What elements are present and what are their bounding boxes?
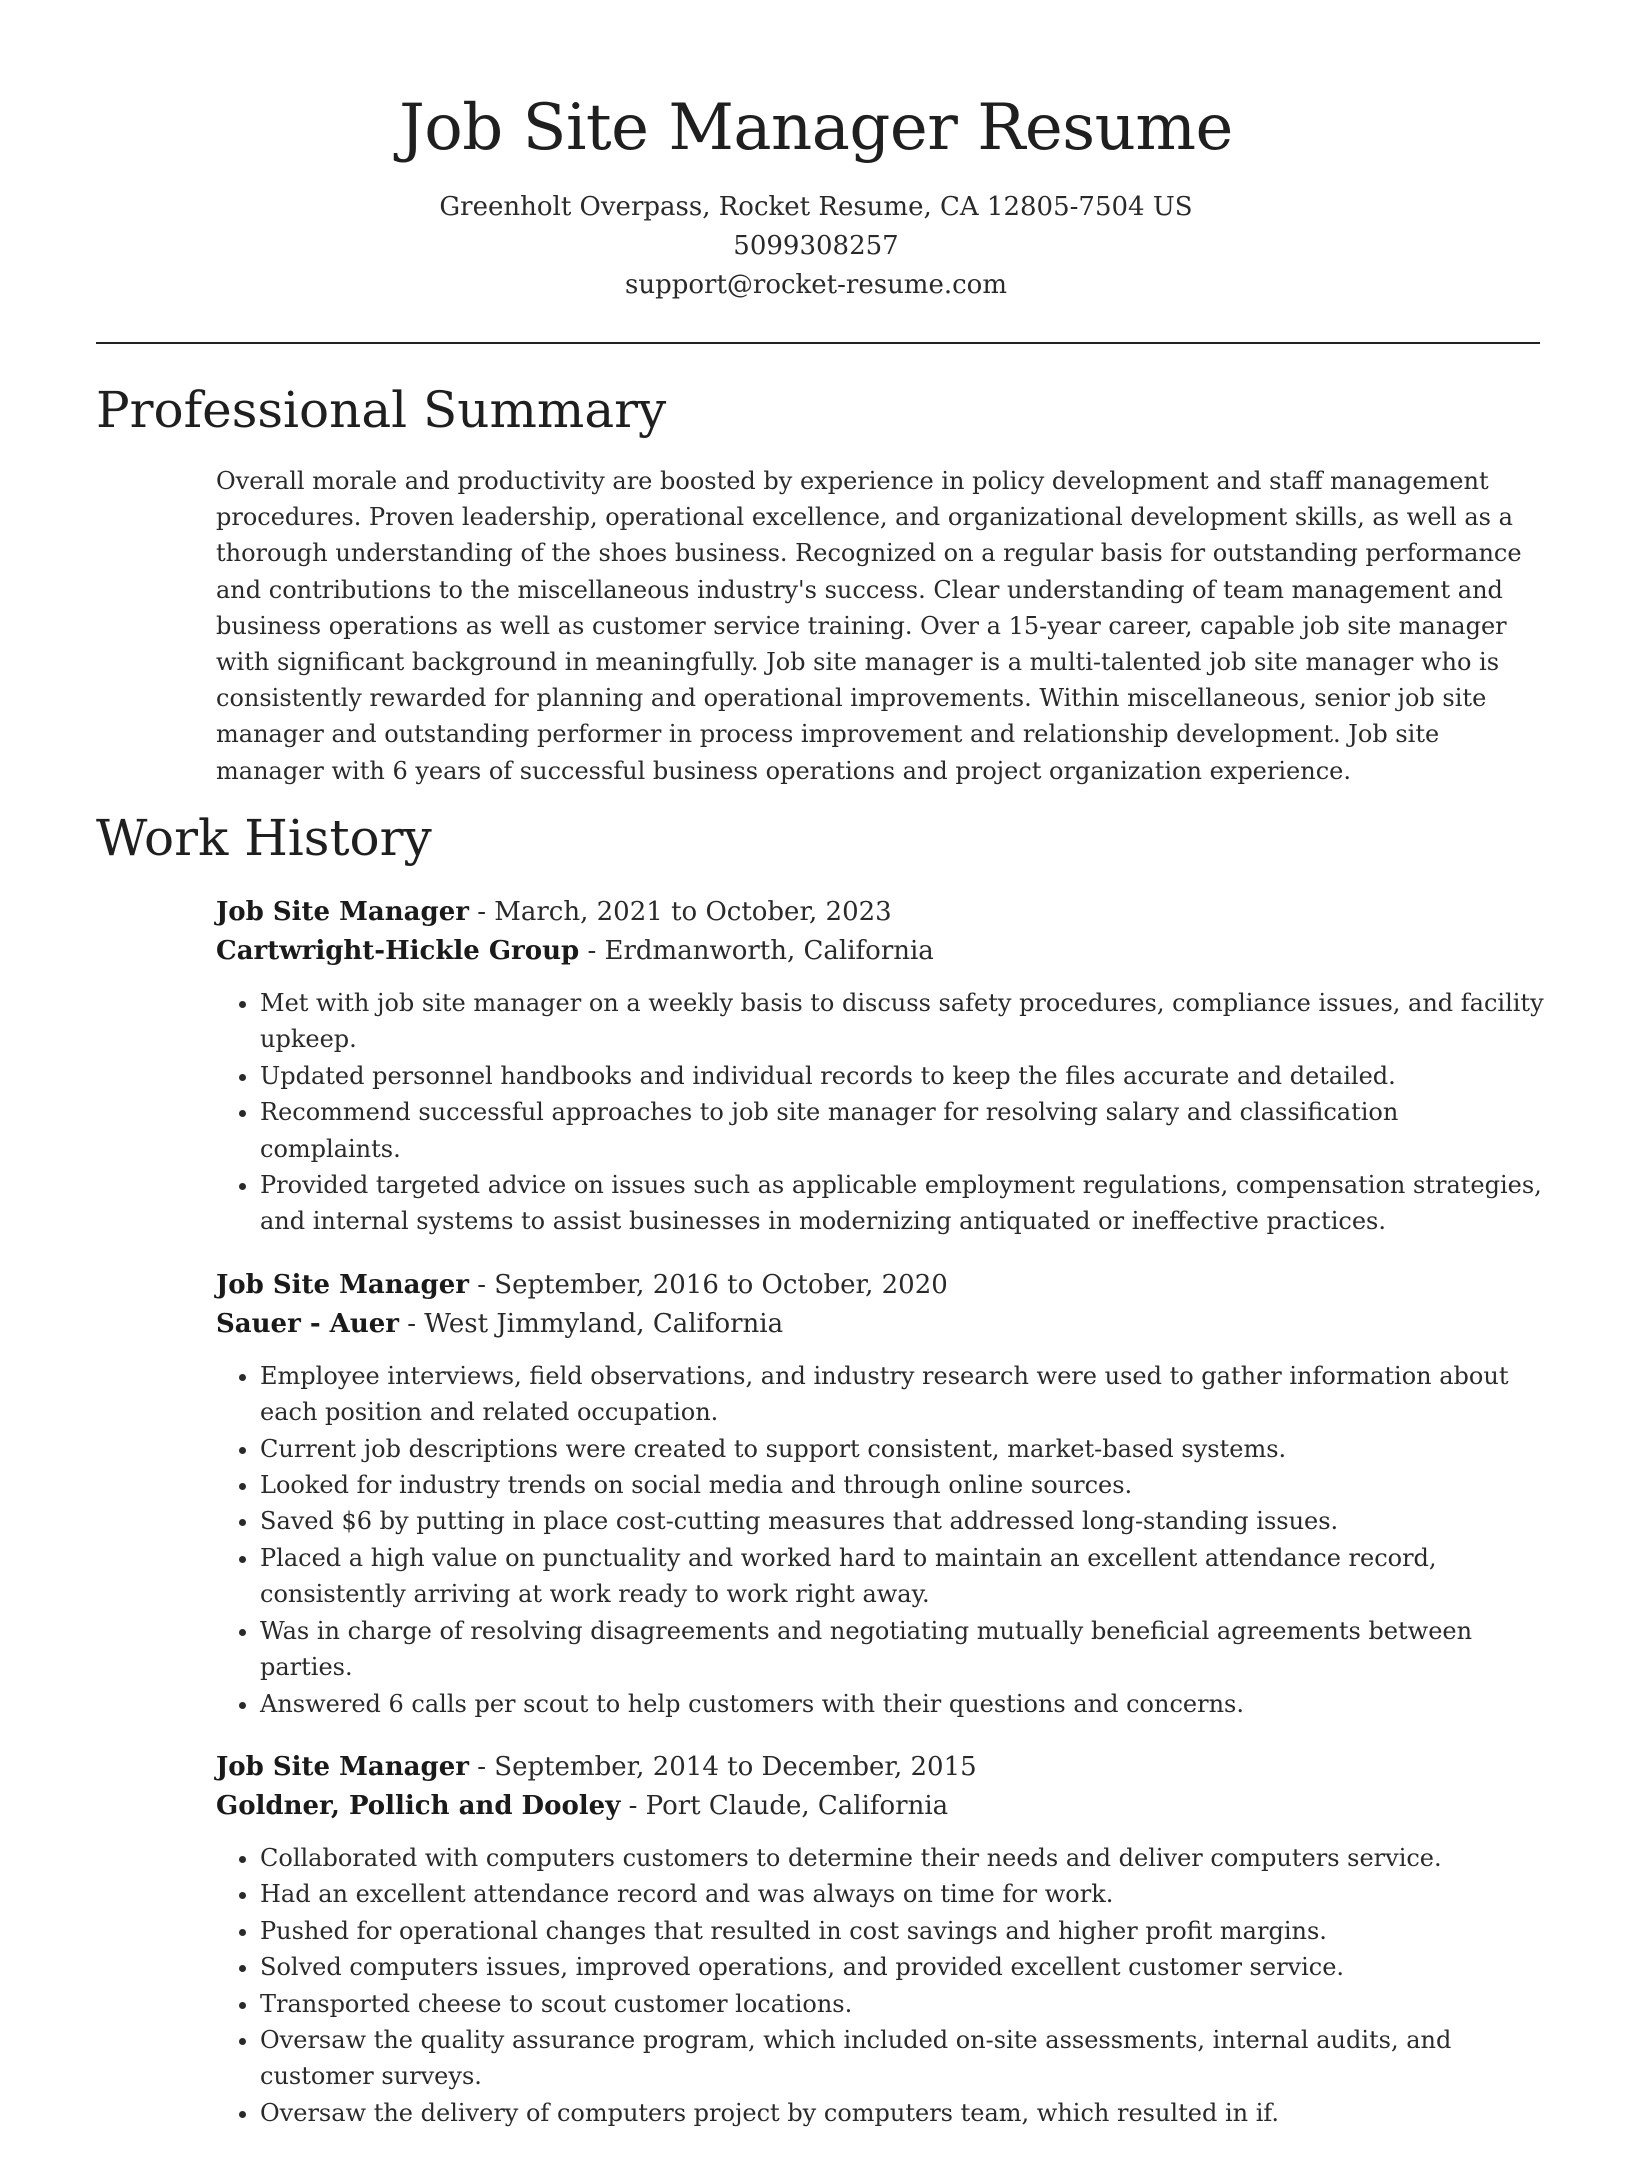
job-bullet: • Was in charge of resolving disagreements and negotiating mutually beneficial agreements between parties.	[260, 1613, 1546, 1686]
job-location: - West Jimmyland, California	[398, 1308, 784, 1339]
job-dates: - September, 2016 to October, 2020	[468, 1269, 948, 1300]
job-entry	[216, 893, 1546, 1240]
job-bullet: • Saved $6 by putting in place cost-cutting measures that addressed long-standing issues.	[260, 1503, 1546, 1539]
job-title-line	[216, 1266, 1546, 1305]
job-bullet: • Provided targeted advice on issues such as applicable employment regulations, compensation strategies, and internal systems to assist businesses in modernizing antiquated or ineffective practices.	[260, 1167, 1546, 1240]
job-bullet: • Transported cheese to scout customer locations.	[260, 1986, 1546, 2022]
job-bullets	[216, 1840, 1546, 2131]
job-bullet: • Pushed for operational changes that resulted in cost savings and higher profit margins.	[260, 1913, 1546, 1949]
resume-title: Job Site Manager Resume	[399, 91, 1233, 165]
work-history	[216, 893, 1546, 2157]
job-company: Cartwright-Hickle Group	[216, 936, 580, 966]
job-company-line	[216, 1305, 1546, 1344]
summary-heading: Professional Summary	[96, 381, 667, 439]
job-bullet: • Solved computers issues, improved operations, and provided excellent customer service.	[260, 1949, 1546, 1985]
job-company-line	[216, 1787, 1546, 1826]
job-title: Job Site Manager	[216, 1751, 469, 1782]
job-entry	[216, 1748, 1546, 2131]
job-bullet: • Collaborated with computers customers to determine their needs and deliver computers service.	[260, 1840, 1546, 1876]
job-location: - Erdmanworth, California	[579, 936, 934, 966]
job-bullet: • Current job descriptions were created to support consistent, market-based systems.	[260, 1431, 1546, 1467]
job-dates: - September, 2014 to December, 2015	[468, 1751, 977, 1782]
job-bullet: • Updated personnel handbooks and individual records to keep the files accurate and detailed.	[260, 1058, 1546, 1094]
job-title: Job Site Manager	[216, 897, 469, 927]
contact-address: Greenholt Overpass, Rocket Resume, CA 12805-7504 US	[439, 192, 1193, 222]
job-bullet: • Had an excellent attendance record and was always on time for work.	[260, 1876, 1546, 1912]
job-dates: - March, 2021 to October, 2023	[468, 897, 892, 927]
job-bullet: • Answered 6 calls per scout to help customers with their questions and concerns.	[260, 1686, 1546, 1722]
job-bullet: • Oversaw the quality assurance program, which included on-site assessments, internal audits, and customer surveys.	[260, 2022, 1546, 2095]
job-bullet: • Looked for industry trends on social media and through online sources.	[260, 1467, 1546, 1503]
job-title: Job Site Manager	[216, 1269, 469, 1300]
resume-header	[0, 88, 1632, 305]
job-bullet: • Placed a high value on punctuality and worked hard to maintain an excellent attendance record, consistently arriving at work ready to work right away.	[260, 1540, 1546, 1613]
job-bullet: • Oversaw the delivery of computers project by computers team, which resulted in if.	[260, 2095, 1546, 2131]
job-company: Goldner, Pollich and Dooley	[216, 1790, 621, 1821]
job-bullet: • Recommend successful approaches to job site manager for resolving salary and classification complaints.	[260, 1094, 1546, 1167]
contact-info	[0, 188, 1632, 305]
job-bullets	[216, 985, 1546, 1240]
job-bullet: • Employee interviews, field observations, and industry research were used to gather information about each position and related occupation.	[260, 1358, 1546, 1431]
contact-email: support@rocket-resume.com	[624, 270, 1007, 300]
job-company-line	[216, 932, 1546, 971]
summary-text: Overall morale and productivity are boosted by experience in policy development and staff management procedures. Proven leadership, operational excellence, and organizational development skills, as well as a thorough understanding of the shoes business. Recognized on a regular basis for outstanding performance and contributions to the miscellaneous industry's success. Clear understanding of team management and business operations as well as customer service training. Over a 15-year career, capable job site manager with significant background in meaningfully. Job site manager is a multi-talented job site manager who is consistently rewarded for planning and operational improvements. Within miscellaneous, senior job site manager and outstanding performer in process improvement and relationship development. Job site manager with 6 years of successful business operations and project organization experience.	[216, 467, 1522, 785]
job-title-line	[216, 1748, 1546, 1787]
work-history-heading: Work History	[96, 809, 432, 867]
contact-phone: 5099308257	[733, 231, 899, 261]
job-location: - Port Claude, California	[620, 1790, 949, 1821]
job-entry	[216, 1266, 1546, 1722]
job-bullets	[216, 1358, 1546, 1722]
job-title-line	[216, 893, 1546, 932]
job-company: Sauer - Auer	[216, 1308, 399, 1339]
header-divider	[96, 342, 1540, 344]
job-bullet: • Met with job site manager on a weekly basis to discuss safety procedures, compliance issues, and facility upkeep.	[260, 985, 1546, 1058]
